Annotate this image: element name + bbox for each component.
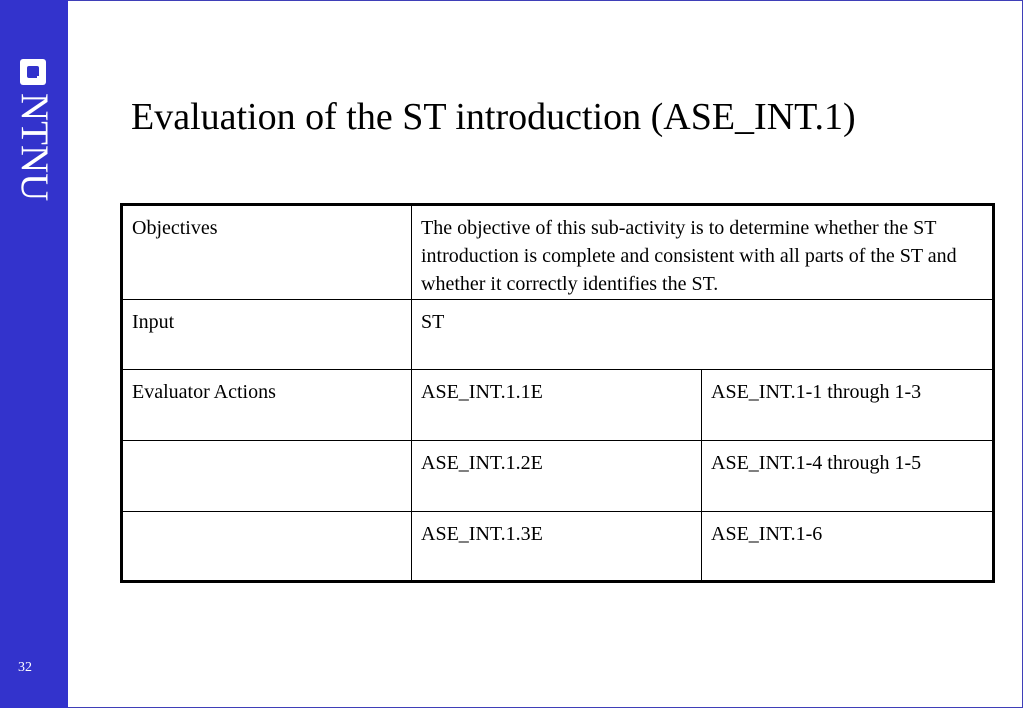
- row-label: Objectives: [122, 205, 412, 300]
- work-units: ASE_INT.1-4 through 1-5: [702, 441, 994, 512]
- evaluation-table: [120, 203, 995, 583]
- work-units: ASE_INT.1-1 through 1-3: [702, 370, 994, 441]
- table-row: [122, 441, 994, 512]
- page-number: 32: [18, 660, 32, 675]
- table-row: [122, 300, 994, 370]
- table-row: [122, 370, 994, 441]
- table-row: [122, 512, 994, 582]
- evaluator-element: ASE_INT.1.3E: [412, 512, 702, 582]
- sidebar: [0, 0, 68, 708]
- ntnu-logo-text: NTNU: [13, 93, 56, 202]
- ntnu-logo-icon: [20, 59, 46, 85]
- row-label: [122, 512, 412, 582]
- row-content: ST: [412, 300, 994, 370]
- slide-title: Evaluation of the ST introduction (ASE_INT.1): [131, 96, 856, 138]
- evaluator-element: ASE_INT.1.2E: [412, 441, 702, 512]
- work-units: ASE_INT.1-6: [702, 512, 994, 582]
- table-row: [122, 205, 994, 300]
- evaluator-element: ASE_INT.1.1E: [412, 370, 702, 441]
- row-label: Input: [122, 300, 412, 370]
- row-content: The objective of this sub-activity is to determine whether the ST introduction is complete and consistent with all parts of the ST and whether it correctly identifies the ST.: [412, 205, 994, 300]
- row-label: Evaluator Actions: [122, 370, 412, 441]
- row-label: [122, 441, 412, 512]
